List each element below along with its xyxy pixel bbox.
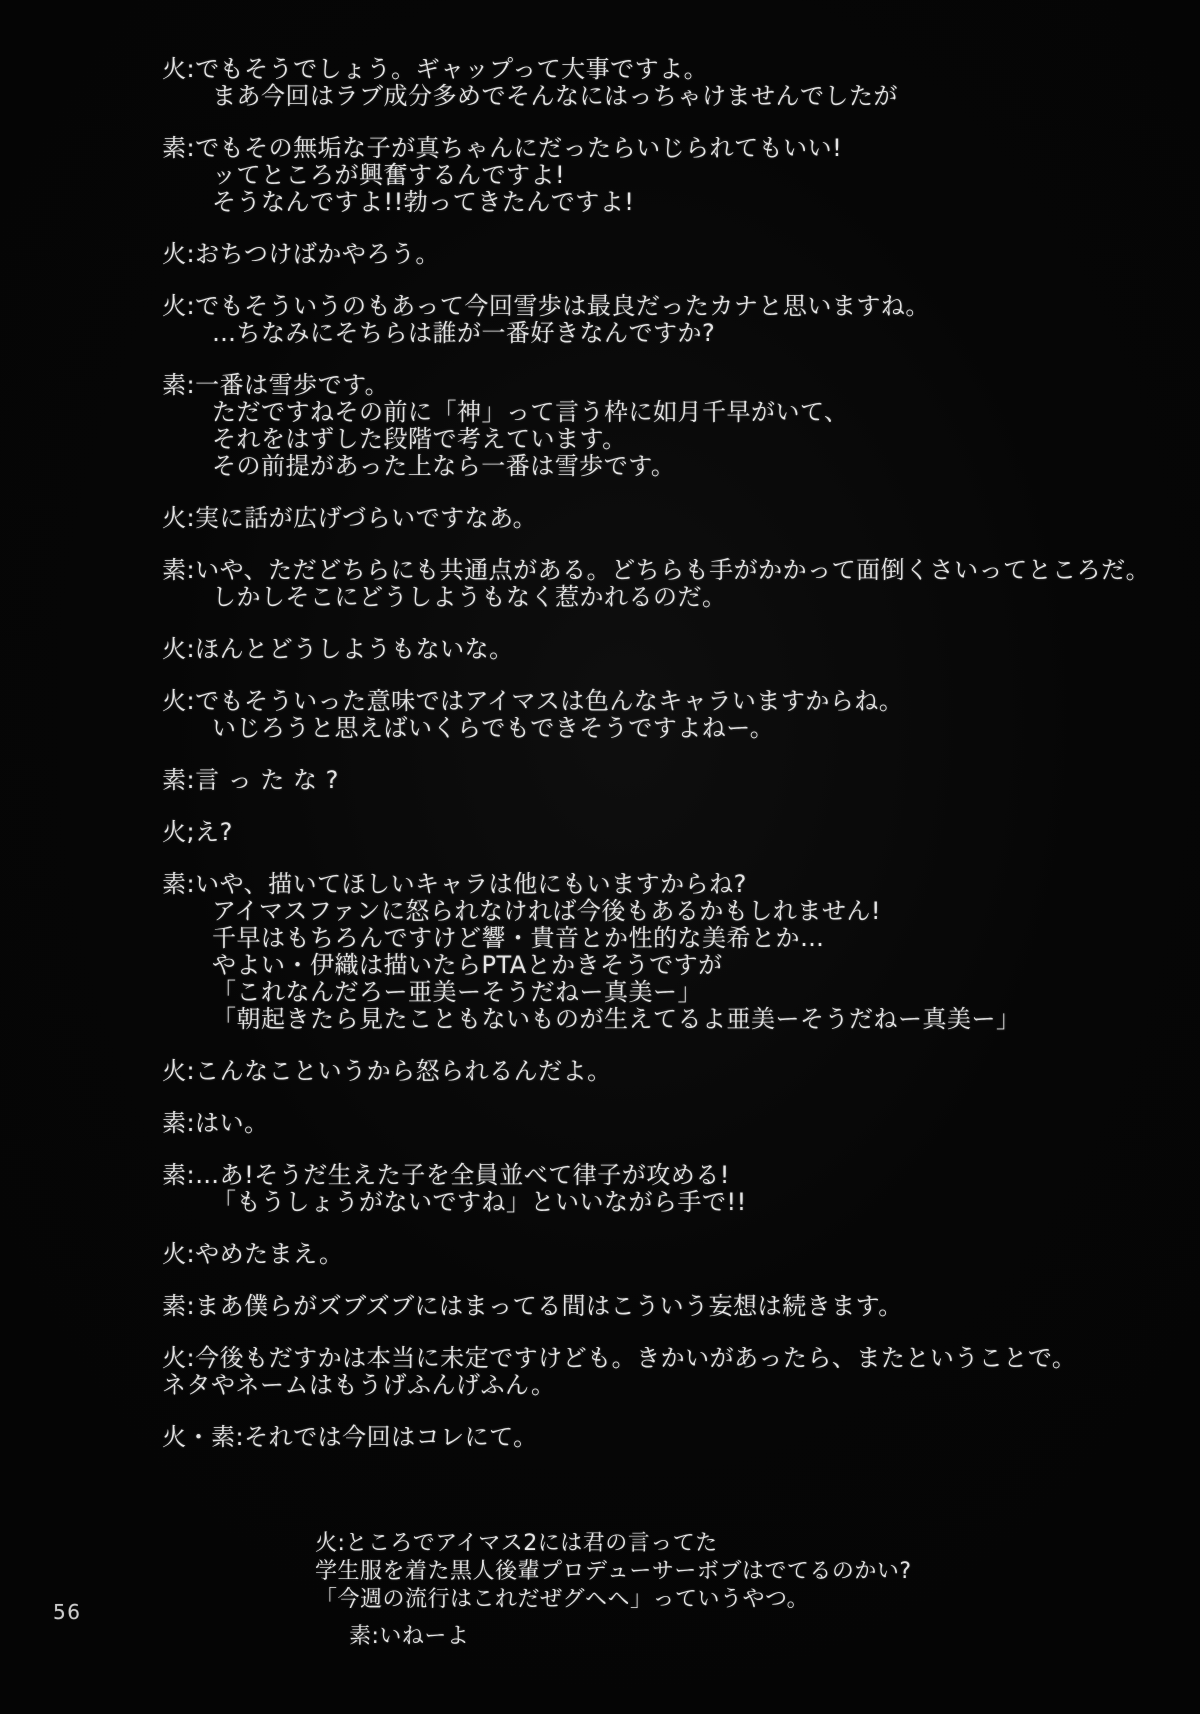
dialogue-line: 素:いや、ただどちらにも共通点がある。どちらも手がかかって面倒くさいってところだ。: [162, 556, 1151, 584]
dialogue-block: [0, 1345, 1200, 1399]
dialogue-line: まあ今回はラブ成分多めでそんなにはっちゃけませんでしたが: [212, 82, 898, 110]
dialogue-block: [0, 636, 1200, 663]
footnote-text: [0, 1530, 1200, 1651]
dialogue-line: 「もうしょうがないですね」といいながら手で!!: [212, 1188, 747, 1216]
footnote-line: 学生服を着た黒人後輩プロデューサーボブはでてるのかい?: [315, 1559, 912, 1584]
dialogue-line: ただですねその前に「神」って言う枠に如月千早がいて、: [212, 398, 849, 426]
dialogue-block: [0, 293, 1200, 347]
dialogue-line: 火:でもそういうのもあって今回雪歩は最良だったカナと思いますね。: [162, 292, 930, 320]
dialogue-line: 火:ほんとどうしようもないな。: [162, 635, 514, 663]
dialogue-block: [0, 1110, 1200, 1137]
dialogue-line: それをはずした段階で考えています。: [212, 425, 627, 453]
dialogue-line: 火:おちつけばかやろう。: [162, 240, 440, 268]
footnote-line: 「今週の流行はこれだぜグヘヘ」っていうやつ。: [315, 1587, 810, 1612]
dialogue-block: [0, 871, 1200, 1033]
dialogue-block: [0, 1293, 1200, 1320]
dialogue-line: 火:実に話が広げづらいですなあ。: [162, 504, 538, 532]
dialogue-block: [0, 1424, 1200, 1451]
dialogue-block: [0, 1241, 1200, 1268]
dialogue-line: 火:やめたまえ。: [162, 1240, 344, 1268]
dialogue-line: 火:でもそういった意味ではアイマスは色んなキャラいますからね。: [162, 687, 904, 715]
dialogue-line: そうなんですよ!!勃ってきたんですよ!: [212, 188, 635, 216]
dialogue-block: [0, 372, 1200, 480]
dialogue-line: 火:こんなこというから怒られるんだよ。: [162, 1057, 612, 1085]
dialogue-line: 素:言 っ た な ?: [162, 766, 339, 794]
dialogue-line: いじろうと思えばいくらでもできそうですよねー。: [212, 714, 775, 742]
dialogue-line: 素:…あ!そうだ生えた子を全員並べて律子が攻める!: [162, 1161, 730, 1189]
dialogue-block: [0, 135, 1200, 216]
dialogue-block: [0, 505, 1200, 532]
dialogue-line: 素:まあ僕らがズブズブにはまってる間はこういう妄想は続きます。: [162, 1292, 903, 1320]
dialogue-line: 火・素:それでは今回はコレにて。: [162, 1423, 538, 1451]
dialogue-text: [0, 56, 1200, 1476]
dialogue-line: 「朝起きたら見たこともないものが生えてるよ亜美ーそうだねー真美ー」: [212, 1005, 1021, 1033]
dialogue-line: 素:でもその無垢な子が真ちゃんにだったらいじられてもいい!: [162, 134, 843, 162]
dialogue-line: 火:今後もだすかは本当に未定ですけども。きかいがあったら、またということで。: [162, 1344, 1077, 1372]
page-number: 56: [53, 1600, 82, 1624]
dialogue-line: 千早はもちろんですけど響・貴音とか性的な美希とか…: [212, 924, 825, 952]
dialogue-line: その前提があった上なら一番は雪歩です。: [212, 452, 676, 480]
dialogue-block: [0, 1162, 1200, 1216]
dialogue-line: 素:はい。: [162, 1109, 269, 1137]
dialogue-block: [0, 819, 1200, 846]
dialogue-block: [0, 688, 1200, 742]
dialogue-block: [0, 56, 1200, 110]
dialogue-line: 素:一番は雪歩です。: [162, 371, 390, 399]
dialogue-line: …ちなみにそちらは誰が一番好きなんですか?: [212, 319, 716, 347]
dialogue-line: 火:でもそうでしょう。ギャップって大事ですよ。: [162, 55, 709, 83]
dialogue-line: しかしそこにどうしようもなく惹かれるのだ。: [212, 583, 727, 611]
dialogue-line: やよい・伊織は描いたらPTAとかきそうですが: [212, 951, 723, 979]
dialogue-line: 火;え?: [162, 818, 233, 846]
dialogue-block: [0, 241, 1200, 268]
dialogue-line: ッてところが興奮するんですよ!: [212, 161, 566, 189]
dialogue-line: 「これなんだろー亜美ーそうだねー真美ー」: [212, 978, 702, 1006]
dialogue-line: 素:いや、描いてほしいキャラは他にもいますからね?: [162, 870, 747, 898]
dialogue-block: [0, 767, 1200, 794]
footnote-line: 素:いねーよ: [349, 1624, 470, 1649]
dialogue-block: [0, 1058, 1200, 1085]
dialogue-line: アイマスファンに怒られなければ今後もあるかもしれません!: [212, 897, 881, 925]
dialogue-block: [0, 557, 1200, 611]
dialogue-line: ネタやネームはもうげふんげふん。: [162, 1371, 556, 1399]
footnote-line: 火:ところでアイマス2には君の言ってた: [315, 1531, 718, 1556]
